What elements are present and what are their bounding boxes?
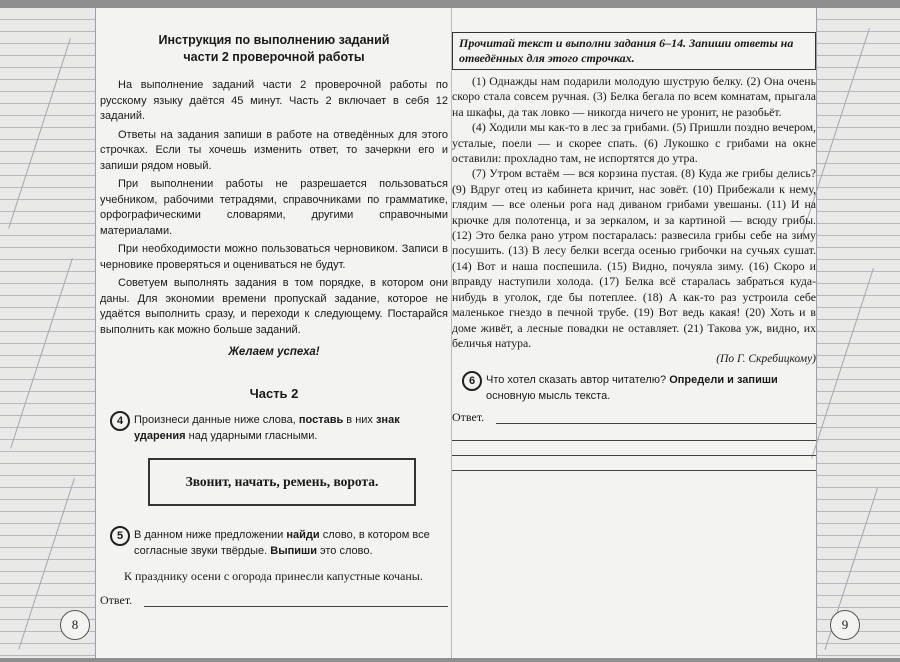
task-4-text: Произнеси данные ниже слова, поставь в них знак ударения над ударными гласными. bbox=[134, 414, 400, 442]
task-6-number: 6 bbox=[462, 371, 482, 391]
instruction-paragraph: Советуем выполнять задания в том порядке, в котором они даны. Для экономии времени пропускай задание, которое не удаётся выполнить сразу, и переходи к следующему. Постарайся выполнить как можно больше заданий. bbox=[100, 277, 448, 336]
task-6-answer-line[interactable] bbox=[496, 423, 816, 424]
reading-text-paragraph: (1) Однажды нам подарили молодую шуструю белку. (2) Она очень скоро стала совсем ручная. (3) Белка бегала по всем комнатам, прыгала на шкафы, да так ловко — никогда ничего не уронит, не разобьёт. bbox=[452, 74, 816, 119]
task-5-answer[interactable] bbox=[100, 593, 448, 609]
instruction-title-line1: Инструкция по выполнению заданий bbox=[158, 33, 390, 47]
instruction-title bbox=[100, 32, 448, 66]
task-5-number: 5 bbox=[110, 526, 130, 546]
task-5-answer-line[interactable] bbox=[144, 606, 448, 607]
task-6-answer[interactable] bbox=[452, 410, 816, 426]
task-6-answer-line[interactable] bbox=[452, 441, 816, 456]
instruction-paragraph: На выполнение заданий части 2 проверочной работы по русскому языку даётся 45 минут. Часть 2 включает в себя 12 заданий. bbox=[100, 79, 448, 122]
task-5 bbox=[100, 528, 448, 559]
task-6-answer-line[interactable] bbox=[452, 426, 816, 441]
task-5-text: В данном ниже предложении найди слово, в котором все согласные звуки твёрдые. Выпиши это слово. bbox=[134, 529, 430, 557]
text-author: (По Г. Скребицкому) bbox=[716, 353, 816, 366]
task-5-answer-label: Ответ. bbox=[100, 592, 133, 607]
left-page bbox=[0, 8, 452, 658]
task-6-answer-label: Ответ. bbox=[452, 410, 485, 425]
task-4-words-box[interactable]: Звонит, начать, ремень, ворота. bbox=[148, 458, 416, 506]
instruction-title-line2: части 2 проверочной работы bbox=[183, 50, 365, 64]
instruction-paragraph: Ответы на задания запиши в работе на отведённых для этого строчках. Если ты хочешь изменить ответ, то зачеркни его и запиши рядом новый. bbox=[100, 128, 448, 172]
reading-text-paragraph: (7) Утром встаём — вся корзина пустая. (8) Куда же грибы делись? (9) Вдруг отец из кабинета кричит, нас зовёт. (10) Прибежали к нему, глядим — все оленьи рога над диваном грибами увешаны. (11) И на крючке для полотенца, и за зеркалом, и за картиной — всюду грибы. (12) Это белка рано утром постаралась: развесила грибы себе на зиму посушить. (13) В лесу белки всегда осенью грибочки на сучьях сушат. (14) Вот и наша поспешила. (15) Видно, почуяла зиму. (16) Скоро и вправду наступили холода. (17) Белка всё старалась забраться куда-нибудь в уголок, где бы потеплее. (18) А как-то раз устроила себе маленькое гнездо в печной трубе. (19) Вот ведь какая! (20) Хоть и в доме живёт, а лесные повадки не оставляет. (21) Такова уж, видно, их беличья натура. bbox=[452, 166, 816, 350]
left-page-content bbox=[100, 32, 448, 609]
task-6 bbox=[452, 373, 816, 404]
reading-text bbox=[452, 74, 816, 351]
page-number-left: 8 bbox=[60, 610, 90, 640]
right-page-content bbox=[452, 32, 816, 471]
task-4-number: 4 bbox=[110, 411, 130, 431]
task-6-answer-line[interactable] bbox=[452, 456, 816, 471]
lined-margin-right bbox=[816, 8, 900, 658]
page-number-right: 9 bbox=[830, 610, 860, 640]
good-luck-wish: Желаем успеха! bbox=[228, 346, 320, 358]
task-5-sentence: К празднику осени с огорода принесли капустные кочаны. bbox=[124, 569, 423, 583]
instruction-paragraph: При выполнении работы не разрешается пользоваться учебником, рабочими тетрадями, справочниками по грамматике, орфографическими словарями, другими справочными материалами. bbox=[100, 178, 448, 237]
instruction-paragraphs bbox=[100, 78, 448, 338]
right-page bbox=[452, 8, 900, 658]
instruction-paragraph: При необходимости можно пользоваться черновиком. Записи в черновике проверяться и оцениваться не будут. bbox=[100, 243, 448, 271]
reading-text-paragraph: (4) Ходили мы как-то в лес за грибами. (5) Пришли поздно вечером, усталые, поели — и скорее спать. (6) Лукошко с грибами на окне оставили: прохладно там, не испортятся до утра. bbox=[452, 120, 816, 166]
task-6-text: Что хотел сказать автор читателю? Определи и запиши основную мысль текста. bbox=[486, 374, 778, 402]
reading-instruction-box: Прочитай текст и выполни задания 6–14. Запиши ответы на отведённых для этого строчках. bbox=[452, 32, 816, 70]
task-4 bbox=[100, 413, 448, 444]
part-2-title: Часть 2 bbox=[249, 386, 299, 401]
